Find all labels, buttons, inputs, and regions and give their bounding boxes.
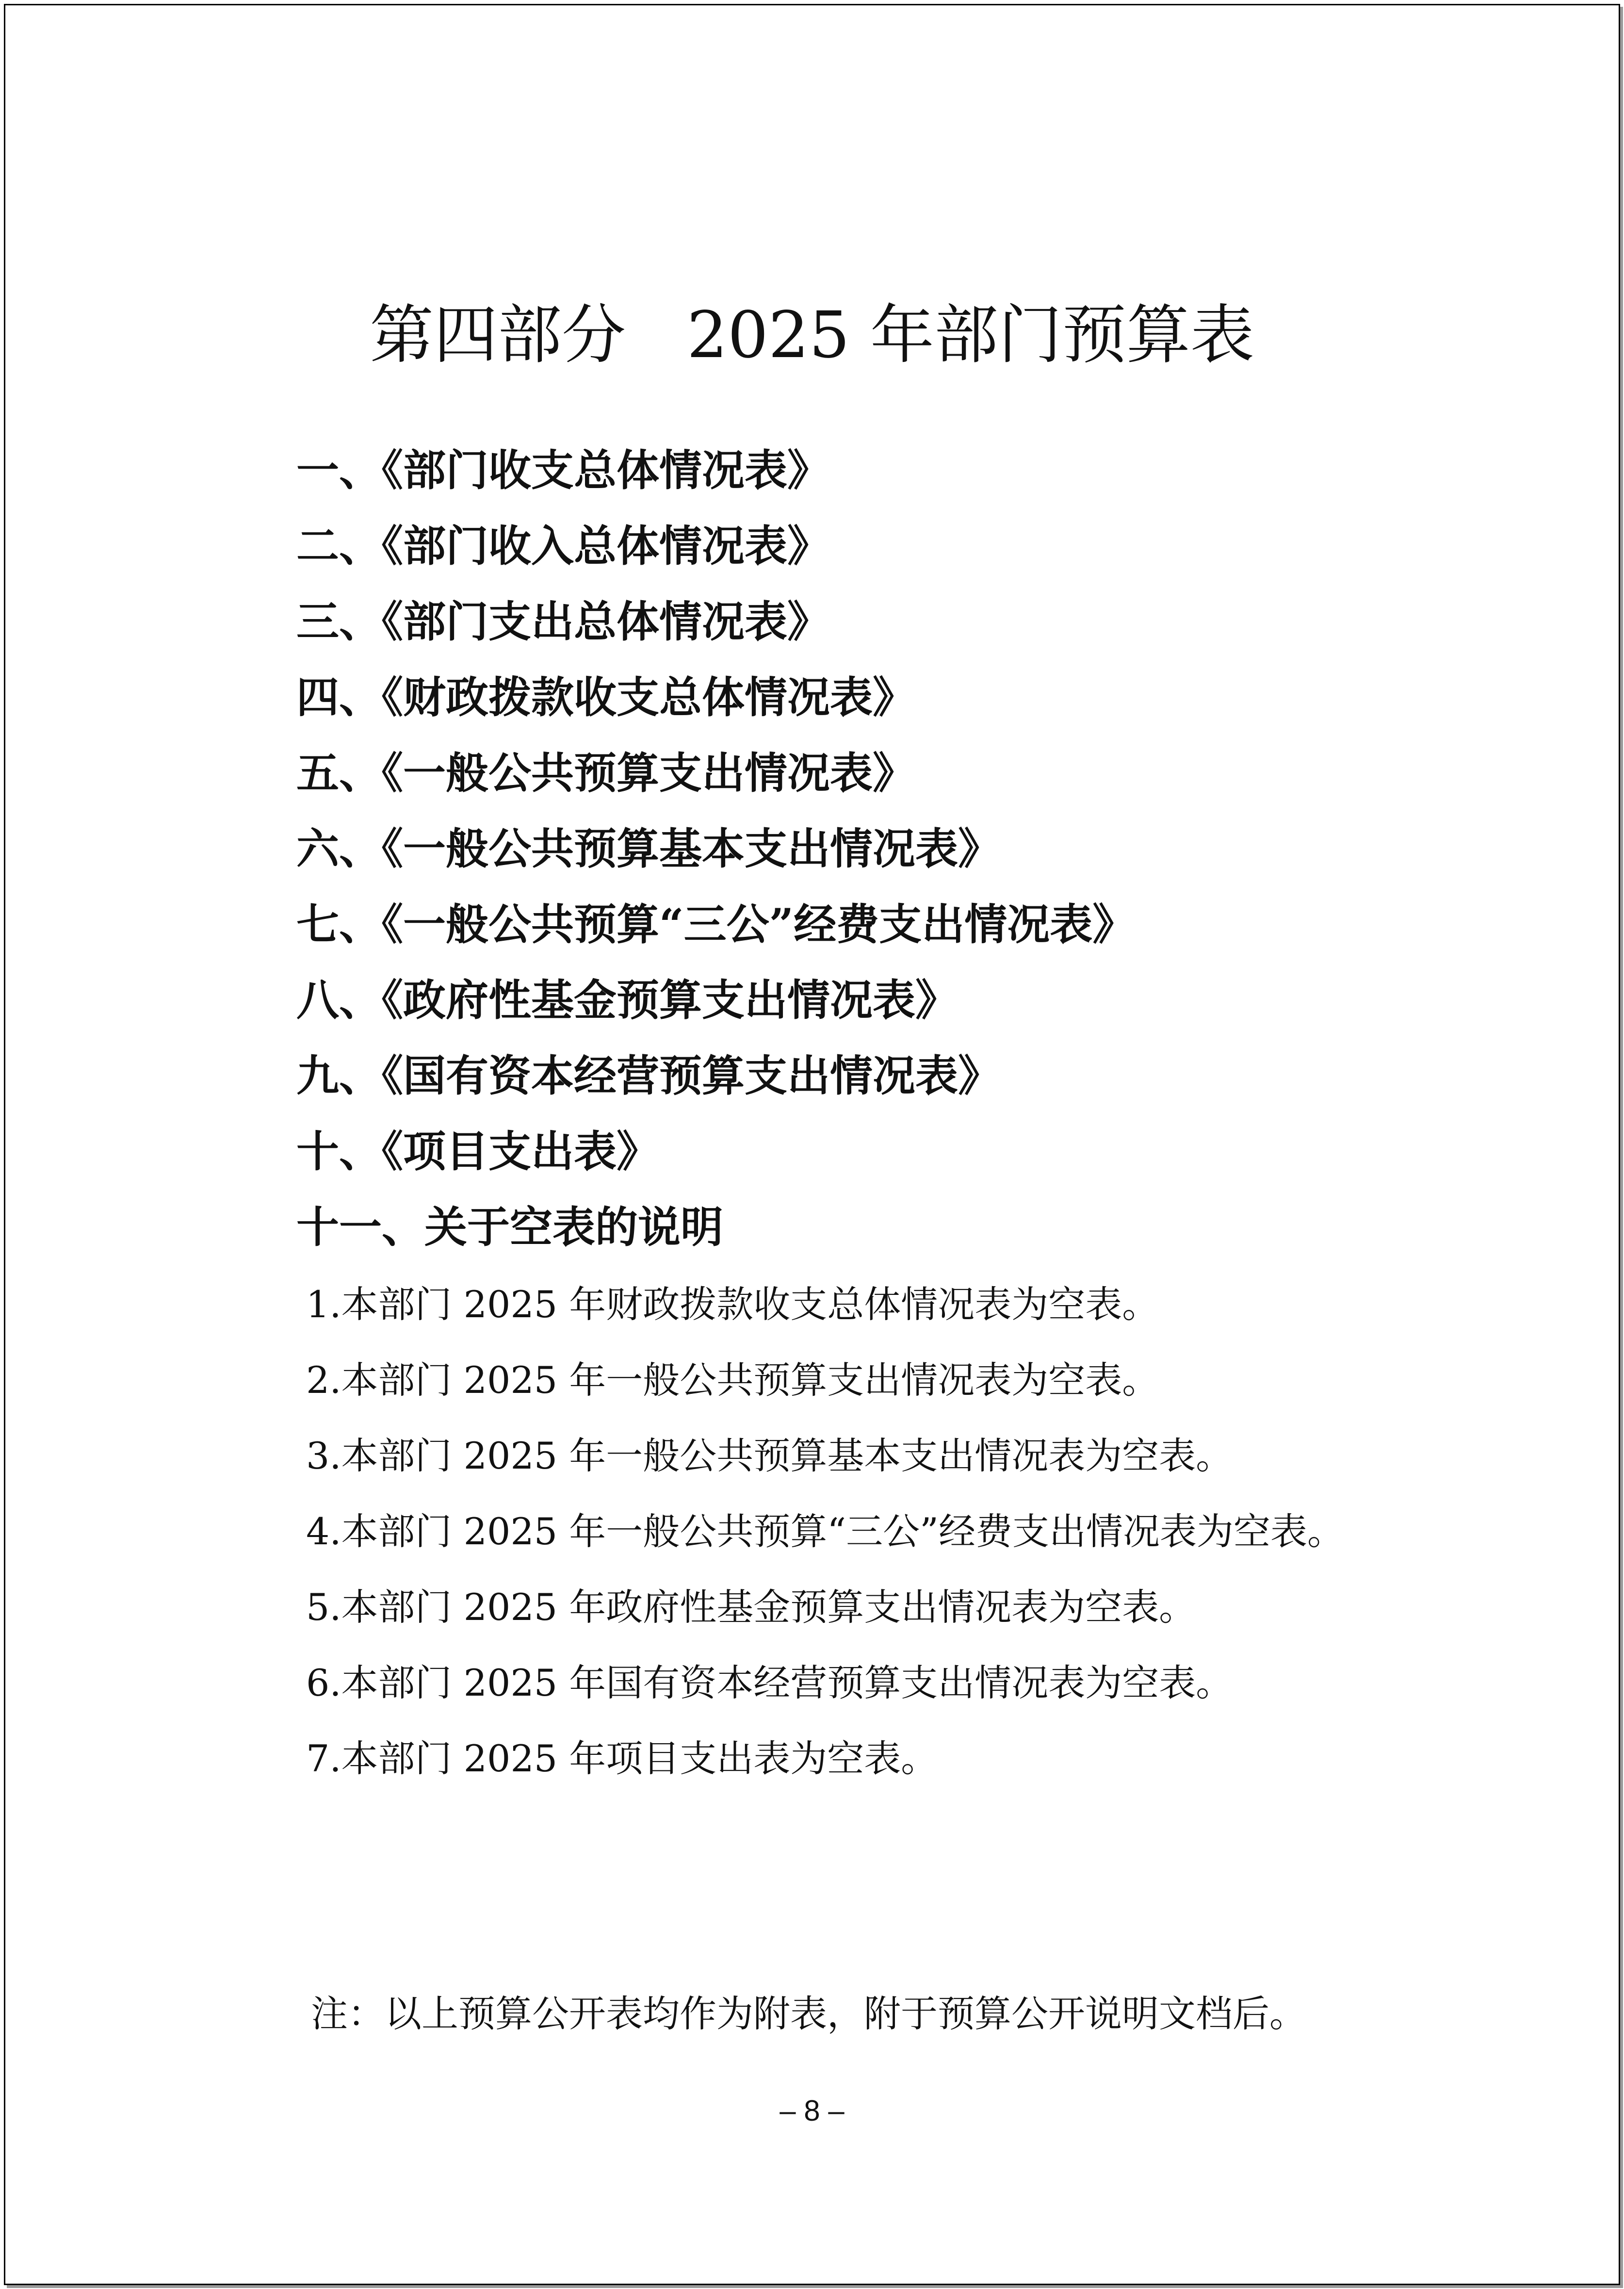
- toc-item: 十一、关于空表的说明: [296, 1202, 724, 1252]
- toc-item: 七、《一般公共预算“三公”经费支出情况表》: [296, 899, 1136, 949]
- toc-item: 四、《财政拨款收支总体情况表》: [296, 672, 916, 722]
- footnote: 注：以上预算公开表均作为附表，附于预算公开说明文档后。: [311, 1992, 1306, 2035]
- toc-item: 十、《项目支出表》: [296, 1126, 660, 1177]
- toc-item: 三、《部门支出总体情况表》: [296, 596, 830, 647]
- toc-item: 六、《一般公共预算基本支出情况表》: [296, 823, 1001, 874]
- toc-item: 二、《部门收入总体情况表》: [296, 521, 830, 571]
- document-page: [4, 4, 1620, 2285]
- toc-item: 一、《部门收支总体情况表》: [296, 445, 830, 495]
- note-item: 1.本部门 2025 年财政拨款收支总体情况表为空表。: [306, 1283, 1159, 1326]
- note-item: 2.本部门 2025 年一般公共预算支出情况表为空表。: [306, 1358, 1159, 1402]
- table-list: [296, 432, 1135, 1265]
- toc-item: 五、《一般公共预算支出情况表》: [296, 748, 916, 798]
- toc-item: 九、《国有资本经营预算支出情况表》: [296, 1050, 1001, 1101]
- note-item: 7.本部门 2025 年项目支出表为空表。: [306, 1737, 938, 1780]
- note-item: 6.本部门 2025 年国有资本经营预算支出情况表为空表。: [306, 1661, 1233, 1704]
- toc-item: 八、《政府性基金预算支出情况表》: [296, 975, 958, 1025]
- page-title: 第四部分 2025 年部门预算表: [370, 298, 1254, 373]
- empty-table-notes: [306, 1267, 1344, 1797]
- note-item: 4.本部门 2025 年一般公共预算“三公”经费支出情况表为空表。: [306, 1510, 1344, 1553]
- note-item: 3.本部门 2025 年一般公共预算基本支出情况表为空表。: [306, 1434, 1233, 1477]
- page-number: – 8 –: [780, 2094, 844, 2127]
- note-item: 5.本部门 2025 年政府性基金预算支出情况表为空表。: [306, 1586, 1196, 1629]
